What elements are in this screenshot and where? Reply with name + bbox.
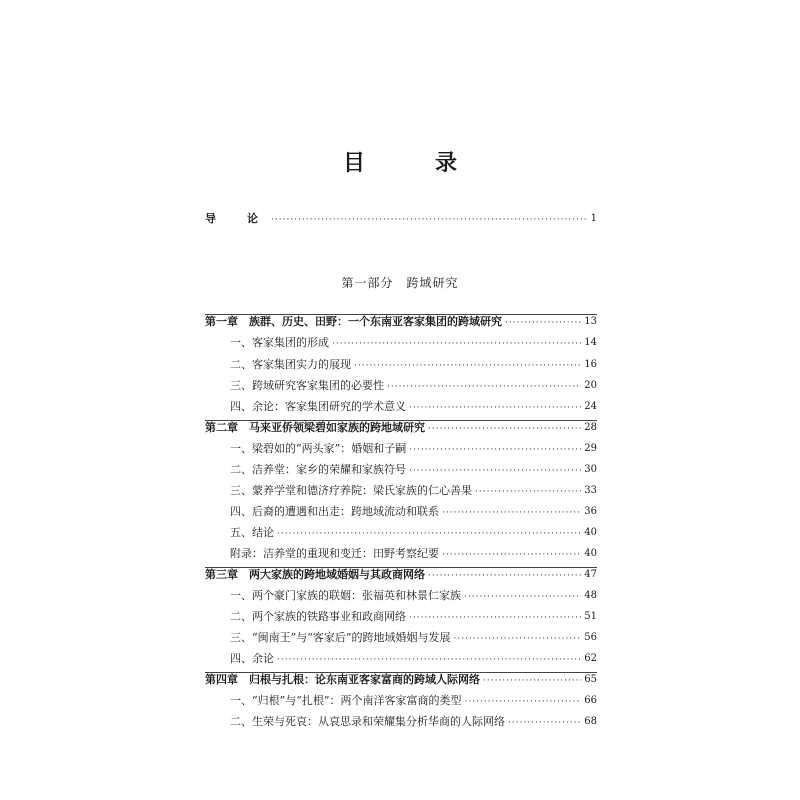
chapter-page: 28 [584,422,597,433]
toc-chapter-3[interactable] [205,566,597,584]
toc-intro-page: 1 [590,213,597,224]
toc-section[interactable] [230,629,597,647]
toc-chapter-4[interactable] [205,671,597,689]
section-label: 五、结论 [230,526,274,539]
chapter-label: 第一章 族群、历史、田野：一个东南亚客家集团的跨域研究 [205,315,502,328]
toc-intro-label: 导 论 [205,212,268,225]
leader-dots [442,505,581,521]
section-label: 一、“归根”与“扎根”：两个南洋客家富商的类型 [230,694,462,707]
toc-intro[interactable] [205,210,597,228]
section-page: 36 [584,506,597,517]
toc-section[interactable] [230,713,597,731]
leader-dots [442,547,581,563]
section-label: 三、跨域研究客家集团的必要性 [230,379,384,392]
chapter-page: 65 [584,674,597,685]
leader-dots [271,212,588,228]
section-page: 33 [584,485,597,496]
section-label: 二、洁养堂：家乡的荣耀和家族符号 [230,463,406,476]
leader-dots [387,379,581,395]
toc-section[interactable] [230,461,597,479]
section-page: 20 [584,380,597,391]
section-label: 一、两个豪门家族的联姻：张福英和林景仁家族 [230,589,461,602]
toc-chapter-1[interactable] [205,313,597,331]
section-page: 51 [584,611,597,622]
section-label: 三、蒙养学堂和德济疗养院：梁氏家族的仁心善果 [230,484,472,497]
chapter-page: 13 [584,316,597,327]
section-page: 40 [584,527,597,538]
section-label: 一、梁碧如的“两头家”：婚姻和子嗣 [230,442,407,455]
section-page: 29 [584,443,597,454]
toc-section[interactable] [230,650,597,668]
toc-section[interactable] [230,545,597,563]
toc-section[interactable] [230,608,597,626]
section-label: 二、客家集团实力的展现 [230,358,351,371]
section-page: 68 [584,716,597,727]
page-title: 目 录 [342,150,481,176]
toc-section[interactable] [230,692,597,710]
section-label: 四、后裔的遭遇和出走：跨地域流动和联系 [230,505,439,518]
leader-dots [505,315,581,331]
section-page: 62 [584,653,597,664]
section-label: 三、“闽南王”与“客家后”的跨地域婚姻与发展 [230,631,451,644]
chapter-page: 47 [584,569,597,580]
section-label: 二、生荣与死哀：从哀思录和荣耀集分析华商的人际网络 [230,715,505,728]
toc-section[interactable] [230,503,597,521]
chapter-label: 第三章 两大家族的跨地域婚姻与其政商网络 [205,568,425,581]
chapter-label: 第四章 归根与扎根：论东南亚客家富商的跨域人际网络 [205,673,480,686]
section-page: 48 [584,590,597,601]
leader-dots [508,715,581,731]
section-page: 56 [584,632,597,643]
leader-dots [332,336,581,352]
leader-dots [475,484,581,500]
leader-dots [428,421,581,437]
section-label: 四、余论 [230,652,274,665]
toc-section[interactable] [230,334,597,352]
leader-dots [454,631,582,647]
section-page: 24 [584,401,597,412]
part-title: 第一部分 跨域研究 [341,276,459,290]
toc-section[interactable] [230,524,597,542]
chapter-label: 第二章 马来亚侨领梁碧如家族的跨地域研究 [205,421,425,434]
leader-dots [354,358,581,374]
toc-chapter-2[interactable] [205,419,597,437]
section-page: 30 [584,464,597,475]
leader-dots [428,568,581,584]
section-page: 66 [584,695,597,706]
section-page: 40 [584,548,597,559]
section-label: 四、余论：客家集团研究的学术意义 [230,400,406,413]
section-label: 二、两个家族的铁路事业和政商网络 [230,610,406,623]
leader-dots [483,673,581,689]
toc-section[interactable] [230,440,597,458]
toc-section[interactable] [230,377,597,395]
leader-dots [464,589,581,605]
section-page: 16 [584,359,597,370]
toc-section[interactable] [230,482,597,500]
leader-dots [409,442,581,458]
toc-section[interactable] [230,587,597,605]
section-label: 附录：洁养堂的重现和变迁：田野考察纪要 [230,547,439,560]
section-page: 14 [584,337,597,348]
leader-dots [277,526,581,542]
toc-section[interactable] [230,356,597,374]
leader-dots [409,610,581,626]
section-label: 一、客家集团的形成 [230,336,329,349]
leader-dots [409,463,581,479]
leader-dots [277,652,581,668]
toc-section[interactable] [230,398,597,416]
leader-dots [465,694,582,710]
leader-dots [409,400,581,416]
